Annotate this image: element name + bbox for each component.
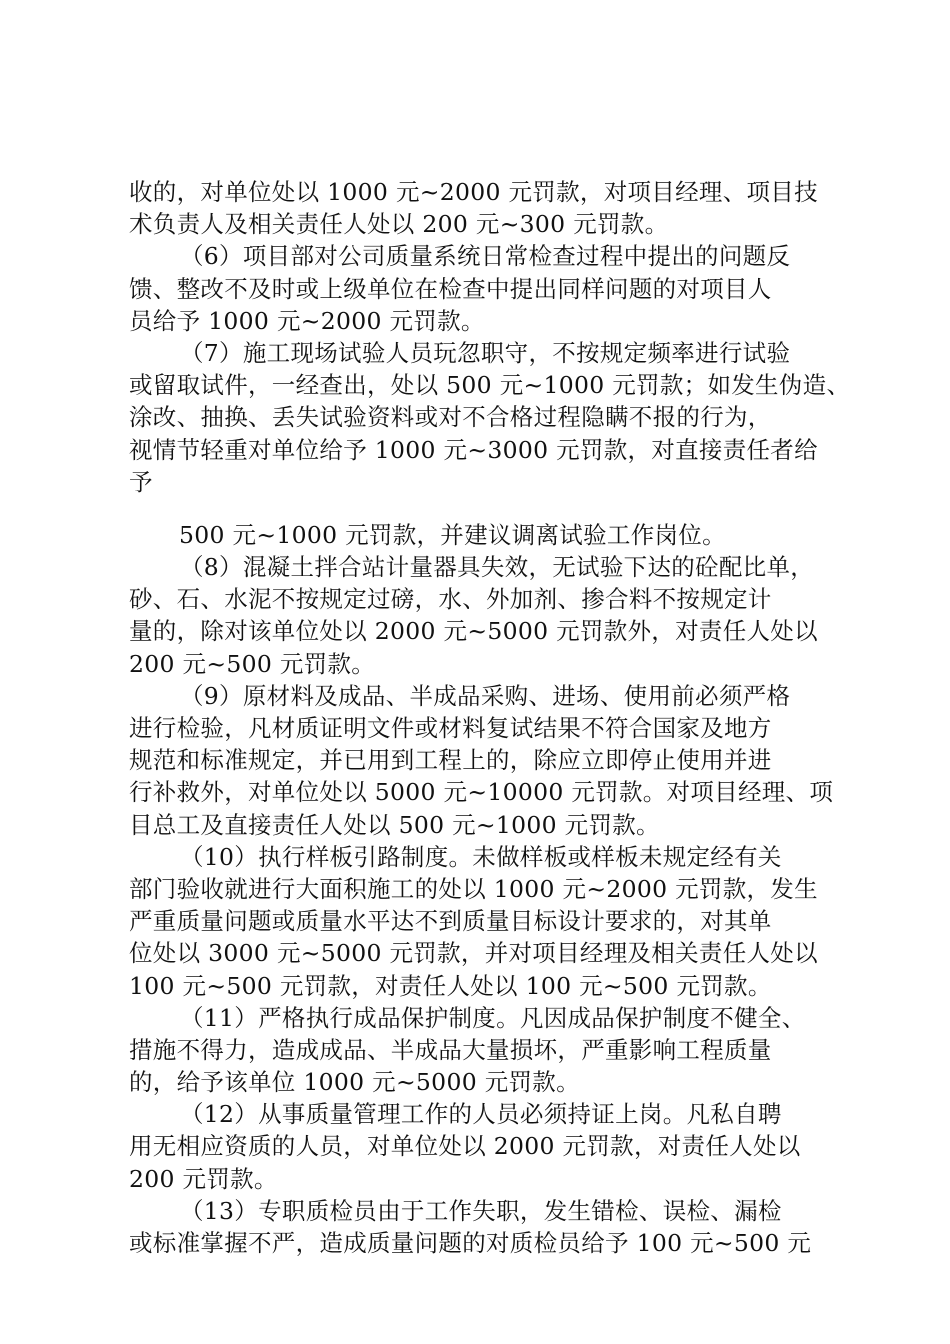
text-line: 严重质量问题或质量水平达不到质量目标设计要求的，对其单 <box>129 907 772 936</box>
paragraph-11-start: （11）严格执行成品保护制度。凡因成品保护制度不健全、 <box>180 1003 806 1032</box>
paragraph-9-start: （9）原材料及成品、半成品采购、进场、使用前必须严格 <box>180 681 791 710</box>
paragraph-13-start: （13）专职质检员由于工作失职，发生错检、误检、漏检 <box>180 1196 782 1225</box>
text-line: 的，给予该单位 1000 元~5000 元罚款。 <box>129 1068 580 1097</box>
text-line: 收的，对单位处以 1000 元~2000 元罚款，对项目经理、项目技 <box>129 178 818 206</box>
paragraph-6-start: （6）项目部对公司质量系统日常检查过程中提出的问题反 <box>180 242 791 271</box>
text-line: 量的，除对该单位处以 2000 元~5000 元罚款外，对责任人处以 <box>129 617 818 646</box>
paragraph-7-start: （7）施工现场试验人员玩忽职守，不按规定频率进行试验 <box>180 338 791 367</box>
text-line: 500 元~1000 元罚款，并建议调离试验工作岗位。 <box>179 520 726 549</box>
paragraph-10-start: （10）执行样板引路制度。未做样板或样板未规定经有关 <box>180 842 782 871</box>
text-line: 员给予 1000 元~2000 元罚款。 <box>129 306 485 335</box>
text-line: 术负责人及相关责任人处以 200 元~300 元罚款。 <box>129 210 669 239</box>
paragraph-gap <box>129 498 829 519</box>
text-line: 位处以 3000 元~5000 元罚款，并对项目经理及相关责任人处以 <box>129 939 818 968</box>
text-line: 或留取试件，一经查出，处以 500 元~1000 元罚款；如发生伪造、 <box>129 371 851 400</box>
document-body <box>129 176 851 1259</box>
text-line: 规范和标准规定，并已用到工程上的，除应立即停止使用并进 <box>129 746 772 775</box>
text-line: 涂改、抽换、丢失试验资料或对不合格过程隐瞒不报的行为， <box>129 403 772 432</box>
text-line: 予 <box>129 467 153 496</box>
text-line: 或标准掌握不严，造成质量问题的对质检员给予 100 元~500 元 <box>129 1229 812 1257</box>
text-line: 进行检验，凡材质证明文件或材料复试结果不符合国家及地方 <box>129 714 772 742</box>
text-line: 措施不得力，造成成品、半成品大量损坏，严重影响工程质量 <box>129 1035 772 1064</box>
text-line: 视情节轻重对单位给予 1000 元~3000 元罚款，对直接责任者给 <box>129 435 818 464</box>
text-line: 馈、整改不及时或上级单位在检查中提出同样问题的对项目人 <box>129 274 772 303</box>
paragraph-12-start: （12）从事质量管理工作的人员必须持证上岗。凡私自聘 <box>180 1100 782 1129</box>
text-line: 目总工及直接责任人处以 500 元~1000 元罚款。 <box>129 810 660 839</box>
text-line: 100 元~500 元罚款，对责任人处以 100 元~500 元罚款。 <box>129 971 772 1000</box>
text-line: 200 元~500 元罚款。 <box>129 649 376 678</box>
paragraph-8-start: （8）混凝土拌合站计量器具失效，无试验下达的砼配比单， <box>180 553 815 582</box>
text-line: 部门验收就进行大面积施工的处以 1000 元~2000 元罚款，发生 <box>129 874 818 903</box>
text-line: 行补救外，对单位处以 5000 元~10000 元罚款。对项目经理、项 <box>129 778 834 807</box>
text-line: 用无相应资质的人员，对单位处以 2000 元罚款，对责任人处以 <box>129 1132 801 1161</box>
text-line: 砂、石、水泥不按规定过磅，水、外加剂、掺合料不按规定计 <box>129 585 772 614</box>
text-line: 200 元罚款。 <box>129 1164 278 1193</box>
